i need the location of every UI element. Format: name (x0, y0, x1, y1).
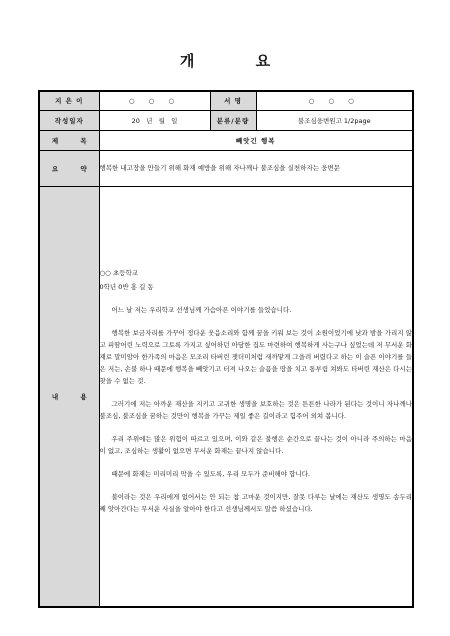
summary-value: 행복한 내고장을 만들기 위해 화재 예방을 위해 자나깨나 불조심을 실천하자는 웅변문 (99, 150, 413, 186)
author-value: ○ ○ ○ (99, 91, 210, 110)
content-label: 내 용 (39, 186, 99, 607)
content-paragraph: 불이라는 것은 우리에게 없어서는 안 되는 참 고마운 것이지만, 잘못 다루는 날에는 재산도 생명도 송두리째 앗아간다는 무서운 사실을 알아야 한다고 선생님께서도 말씀 하셨습니다. (99, 492, 412, 513)
overview-form (38, 90, 414, 608)
date-label: 작성일자 (39, 110, 99, 130)
content-paragraph: 우리 주위에는 많은 위험이 따르고 있으며, 이와 같은 불행은 순간으로 끝나는 것이 아니라 주의하는 마음이 없고, 조심하는 생활이 없으면 무서운 화재는 끝나지 않습니다. (99, 434, 412, 455)
summary-row (39, 150, 413, 186)
page-title: 개 요 (179, 52, 299, 70)
school-line: ○○ 초등학교 (99, 268, 139, 277)
content-row (39, 186, 413, 607)
category-label: 분류/분량 (210, 110, 256, 130)
subject-label: 제 목 (39, 130, 99, 150)
content-body (99, 186, 413, 607)
type-value: ○ ○ ○ (256, 91, 413, 110)
student-line: 0학년 0반 홍 길 동 (99, 282, 154, 291)
type-label: 서 명 (210, 91, 256, 110)
date-row (39, 110, 413, 130)
author-row (39, 91, 413, 110)
category-value: 불조심웅변원고 1/2page (256, 110, 413, 130)
content-paragraph: 어느 날 저는 우리학교 선생님께 가슴아픈 이야기를 들었습니다. (111, 305, 292, 314)
subject-value: 빼앗긴 행복 (99, 130, 413, 150)
subject-row (39, 130, 413, 150)
date-value: 20 년 월 일 (99, 110, 210, 130)
content-paragraph: 행복한 보금자리를 가꾸어 정다운 웃음소리와 함께 꿈을 키워 보는 것이 소원이었기에 낮과 밤을 가리지 않고 피땀어린 노력으로 그토록 가지고 싶어하던 아담한 집도 마련하여 행복하게 사는구나 싶었는데 저 무서운 화재로 말미암아 한가족의 마음은 모조리 타버린 잿더미처럼 새까맣게 그을려 버렸다고 하는 이 슬픈 이야기를 들은 저는, 손불 하나 때문에 행복을 빼앗기고 터져 나오는 슬픔을 땅을 치고 통부림 쳐봐도 타버린 재산은 다시는 찾을 수 없는 것. (99, 328, 412, 385)
summary-label: 요 약 (39, 150, 99, 186)
author-label: 지 은 이 (39, 91, 99, 110)
content-paragraph: 때문에 화재는 미리미리 막을 수 있도록, 우리 모두가 준비해야 합니다. (111, 469, 311, 478)
content-paragraph: 그러기에 저는 아까운 재산을 지키고 고귀한 생명을 보호하는 것은 튼튼한 나라가 된다는 것이니 자나깨나 불조심, 불조심을 꿈하는 것만이 행복을 가꾸는 제일 좋은 길이라고 힘주어 외쳐 봅니다. (99, 399, 412, 420)
